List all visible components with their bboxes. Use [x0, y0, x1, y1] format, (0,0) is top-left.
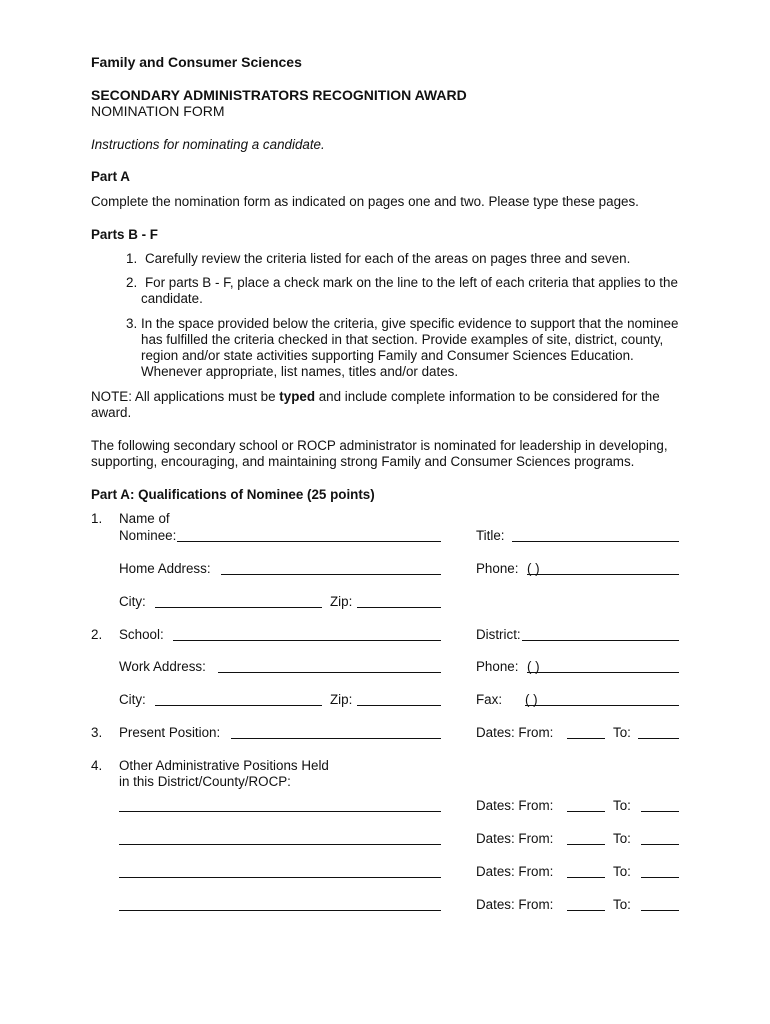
- district-field[interactable]: [522, 640, 679, 641]
- area-code-paren: ( ): [527, 659, 540, 674]
- other-positions-label-2: in this District/County/ROCP:: [119, 774, 291, 789]
- note-pre: NOTE: All applications must be: [91, 389, 280, 404]
- area-code-paren: ( ): [525, 692, 538, 707]
- list-item-number: 3.: [126, 316, 138, 331]
- statement-text-2: supporting, encouraging, and maintaining strong Family and Consumer Sciences programs.: [91, 454, 635, 469]
- work-phone-field[interactable]: [527, 672, 679, 673]
- item-number: 1.: [91, 511, 103, 526]
- award-title: SECONDARY ADMINISTRATORS RECOGNITION AWARD: [91, 87, 467, 103]
- date-from-field[interactable]: [567, 877, 605, 878]
- date-from-field[interactable]: [567, 738, 605, 739]
- item-number: 2.: [91, 627, 103, 642]
- school-label: School:: [119, 627, 164, 642]
- dates-from-label: Dates: From:: [476, 725, 554, 740]
- district-label: District:: [476, 627, 521, 642]
- phone-label: Phone:: [476, 659, 519, 674]
- item-number: 4.: [91, 758, 103, 773]
- phone-label: Phone:: [476, 561, 519, 576]
- date-to-field[interactable]: [641, 844, 679, 845]
- date-from-field[interactable]: [567, 844, 605, 845]
- to-label: To:: [613, 725, 631, 740]
- instructions-heading: Instructions for nominating a candidate.: [91, 137, 325, 152]
- present-position-field[interactable]: [231, 738, 441, 739]
- date-from-field[interactable]: [567, 910, 605, 911]
- home-address-label: Home Address:: [119, 561, 211, 576]
- part-a-text: Complete the nomination form as indicated on pages one and two. Please type these pages.: [91, 194, 639, 209]
- list-item-number: 2.: [126, 275, 138, 290]
- list-item-text: candidate.: [141, 291, 203, 306]
- fax-field[interactable]: [525, 705, 679, 706]
- nominee-label: Nominee:: [119, 528, 177, 543]
- city-label: City:: [119, 594, 146, 609]
- other-position-field[interactable]: [119, 910, 441, 911]
- to-label: To:: [613, 897, 631, 912]
- work-city-field[interactable]: [155, 705, 322, 706]
- name-of-label: Name of: [119, 511, 170, 526]
- work-address-label: Work Address:: [119, 659, 206, 674]
- list-item-text: Whenever appropriate, list names, titles and/or dates.: [141, 364, 459, 379]
- to-label: To:: [613, 798, 631, 813]
- other-position-field[interactable]: [119, 877, 441, 878]
- item-number: 3.: [91, 725, 103, 740]
- date-from-field[interactable]: [567, 811, 605, 812]
- date-to-field[interactable]: [641, 877, 679, 878]
- note-text: [91, 389, 660, 405]
- list-item-text: Carefully review the criteria listed for each of the areas on pages three and seven.: [145, 251, 631, 266]
- home-address-field[interactable]: [221, 574, 441, 575]
- org-title: Family and Consumer Sciences: [91, 54, 302, 70]
- note-post: and include complete information to be considered for the: [315, 389, 660, 404]
- statement-text: The following secondary school or ROCP administrator is nominated for leadership in developing,: [91, 438, 668, 453]
- to-label: To:: [613, 864, 631, 879]
- dates-from-label: Dates: From:: [476, 831, 554, 846]
- work-address-field[interactable]: [218, 672, 441, 673]
- home-phone-field[interactable]: [527, 574, 679, 575]
- qualifications-heading: Part A: Qualifications of Nominee (25 points): [91, 487, 375, 502]
- list-item-text: has fulfilled the criteria checked in that section. Provide examples of site, district, county,: [141, 332, 664, 347]
- other-position-field[interactable]: [119, 811, 441, 812]
- list-item-text: In the space provided below the criteria, give specific evidence to support that the nominee: [141, 316, 679, 331]
- work-zip-field[interactable]: [357, 705, 441, 706]
- list-item-number: 1.: [126, 251, 138, 266]
- parts-bf-heading: Parts B - F: [91, 227, 158, 242]
- city-label: City:: [119, 692, 146, 707]
- city-field[interactable]: [155, 607, 322, 608]
- zip-label: Zip:: [330, 692, 353, 707]
- present-position-label: Present Position:: [119, 725, 221, 740]
- dates-from-label: Dates: From:: [476, 798, 554, 813]
- form-title: NOMINATION FORM: [91, 103, 225, 119]
- dates-from-label: Dates: From:: [476, 897, 554, 912]
- other-positions-label: Other Administrative Positions Held: [119, 758, 329, 773]
- fax-label: Fax:: [476, 692, 503, 707]
- other-position-field[interactable]: [119, 844, 441, 845]
- title-label: Title:: [476, 528, 505, 543]
- nominee-field[interactable]: [177, 541, 441, 542]
- to-label: To:: [613, 831, 631, 846]
- part-a-heading: Part A: [91, 169, 130, 184]
- school-field[interactable]: [173, 640, 441, 641]
- zip-label: Zip:: [330, 594, 353, 609]
- zip-field[interactable]: [357, 607, 441, 608]
- date-to-field[interactable]: [638, 738, 679, 739]
- date-to-field[interactable]: [641, 811, 679, 812]
- title-field[interactable]: [512, 541, 679, 542]
- note-text-2: award.: [91, 405, 132, 420]
- list-item-text: region and/or state activities supporting Family and Consumer Sciences Education.: [141, 348, 634, 363]
- date-to-field[interactable]: [641, 910, 679, 911]
- list-item-text: For parts B - F, place a check mark on the line to the left of each criteria that applies to the: [145, 275, 678, 290]
- note-bold: typed: [279, 389, 316, 404]
- area-code-paren: ( ): [527, 561, 540, 576]
- dates-from-label: Dates: From:: [476, 864, 554, 879]
